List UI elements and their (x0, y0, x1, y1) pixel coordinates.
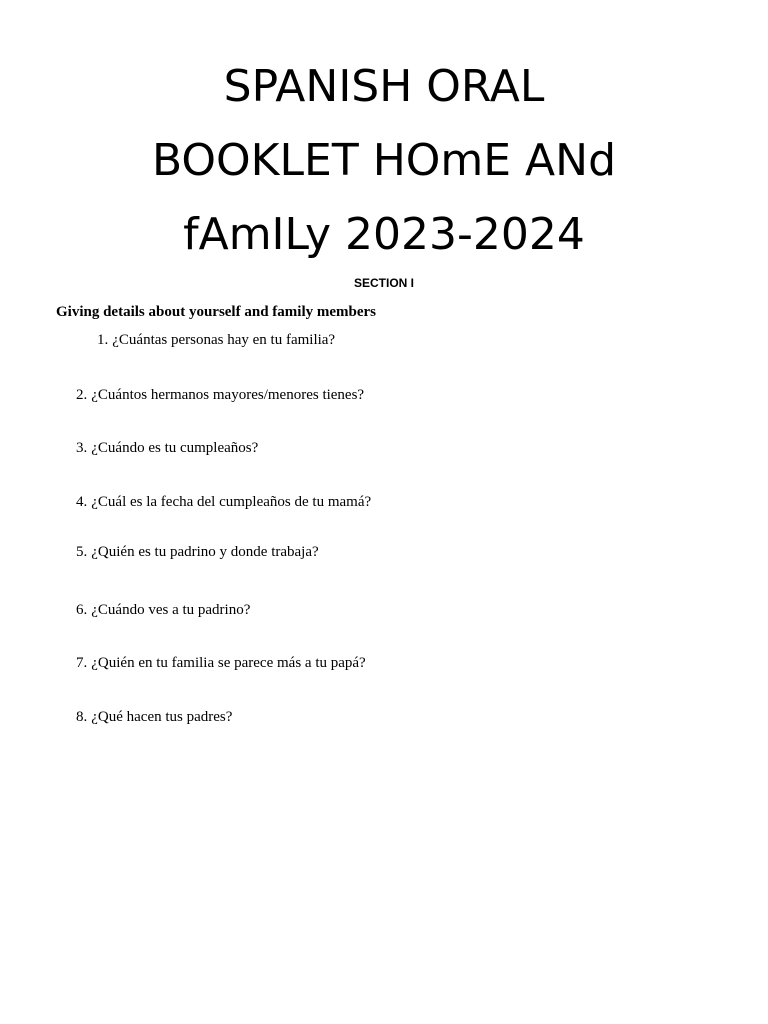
question-number: 5. (76, 544, 88, 560)
question-number: 6. (76, 602, 88, 618)
title-line-1: SPANISH ORAL (223, 61, 545, 112)
title-line-2: BOOKLET HOmE ANd (151, 135, 617, 186)
question-item (76, 387, 364, 404)
question-number: 3. (76, 440, 88, 456)
question-item (76, 494, 371, 511)
question-text: ¿Cuál es la fecha del cumpleaños de tu mamá? (91, 494, 372, 510)
title-line-3: fAmILy 2023-2024 (183, 209, 585, 260)
question-item (76, 544, 319, 561)
question-number: 4. (76, 494, 88, 510)
question-item (76, 602, 250, 619)
section-subheading: Giving details about yourself and family members (56, 304, 377, 320)
question-text: ¿Qué hacen tus padres? (91, 709, 233, 725)
document-title (0, 50, 768, 272)
question-text: ¿Cuándo ves a tu padrino? (91, 602, 251, 618)
question-item (76, 709, 232, 726)
question-number: 2. (76, 387, 88, 403)
question-item (76, 655, 366, 672)
question-text: ¿Cuándo es tu cumpleaños? (91, 440, 259, 456)
question-number: 8. (76, 709, 88, 725)
question-text: ¿Quién es tu padrino y donde trabaja? (91, 544, 319, 560)
question-number: 1. (97, 332, 109, 348)
question-text: ¿Cuántas personas hay en tu familia? (112, 332, 336, 348)
question-item (76, 440, 258, 457)
question-text: ¿Quién en tu familia se parece más a tu papá? (91, 655, 366, 671)
section-label: SECTION I (353, 276, 414, 290)
question-number: 7. (76, 655, 88, 671)
question-item (97, 332, 335, 349)
question-text: ¿Cuántos hermanos mayores/menores tienes? (91, 387, 365, 403)
